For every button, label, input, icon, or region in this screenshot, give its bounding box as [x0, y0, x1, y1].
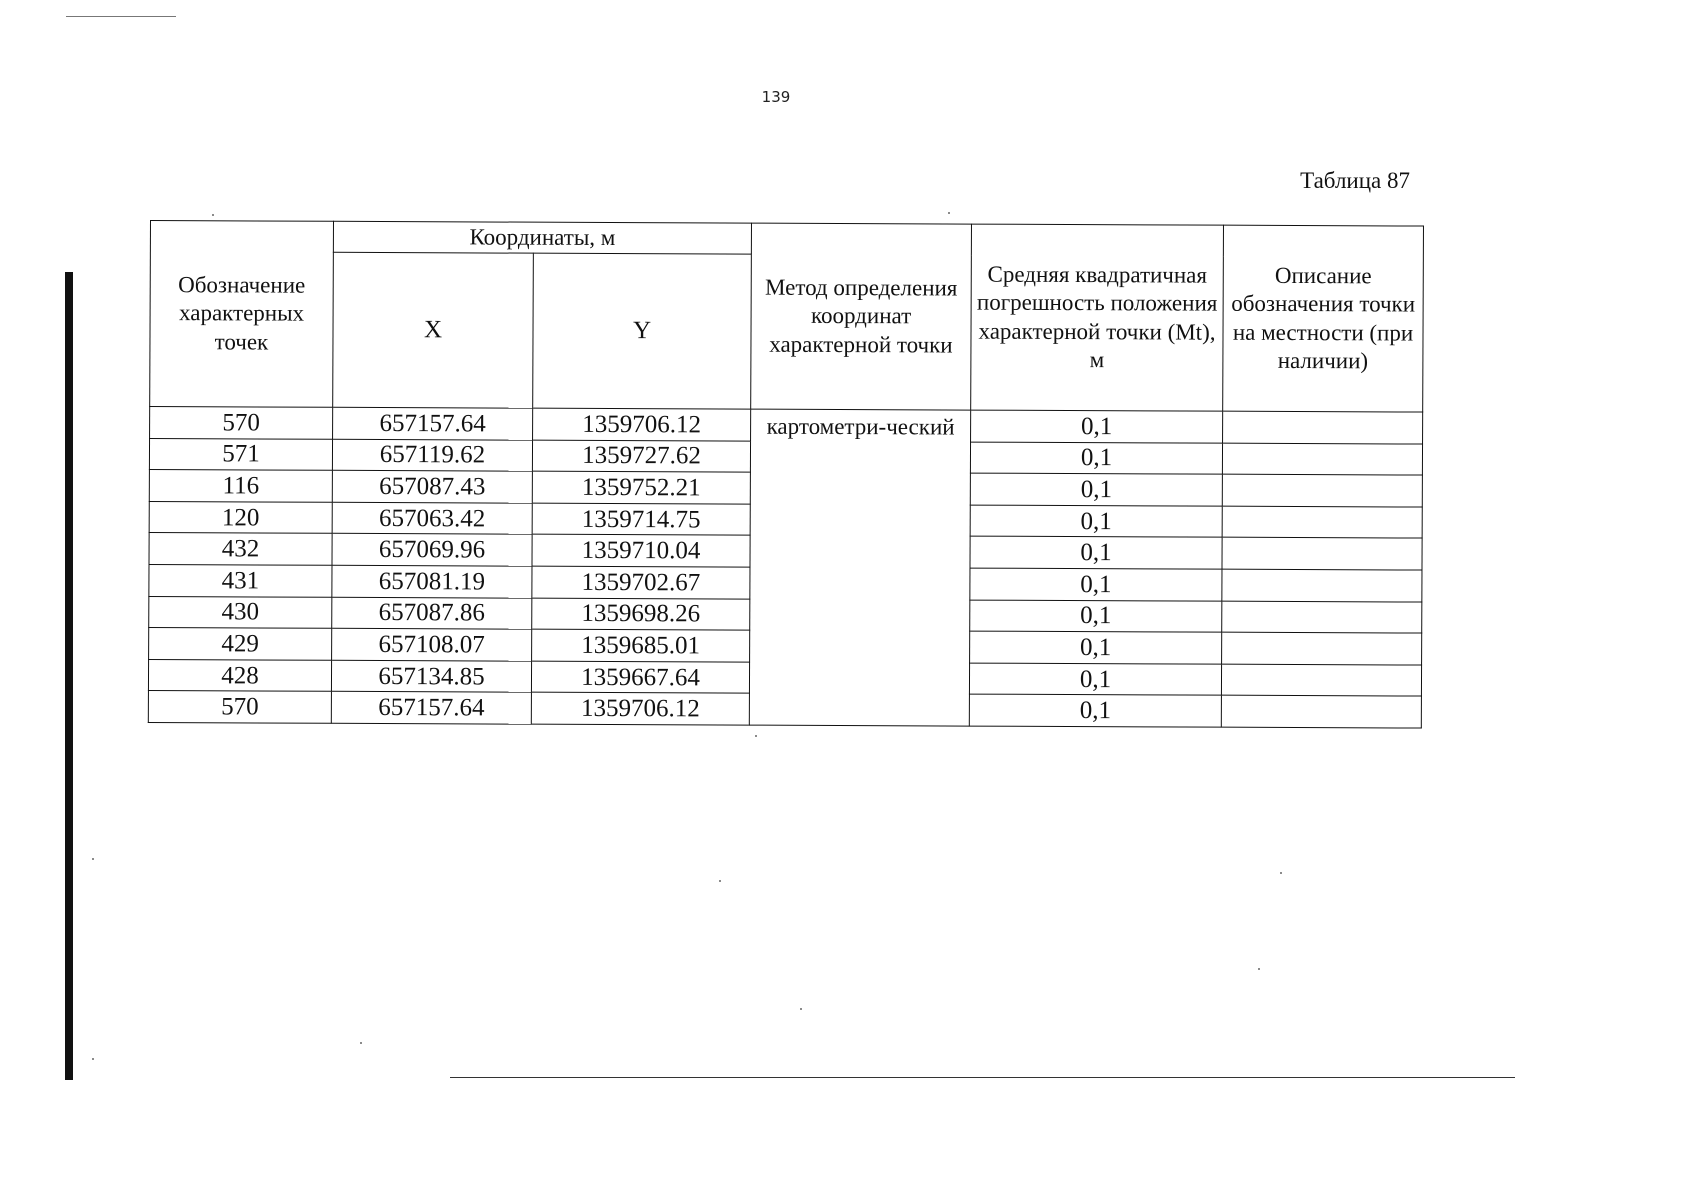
cell-y: 1359706.12 [531, 693, 749, 726]
scan-speck [948, 212, 950, 214]
header-coordinates: Координаты, м [333, 221, 751, 254]
header-x: X [333, 252, 534, 408]
header-designation: Обозначение характерных точек [150, 221, 334, 408]
scan-speck [92, 1058, 94, 1060]
cell-description [1222, 632, 1422, 664]
header-description: Описание обозначения точки на местности (при наличии) [1223, 225, 1424, 412]
cell-y: 1359706.12 [533, 408, 751, 441]
cell-mt: 0,1 [969, 694, 1221, 727]
cell-mt: 0,1 [970, 568, 1222, 601]
cell-point: 431 [149, 564, 332, 596]
table-caption: Таблица 87 [1300, 168, 1410, 193]
cell-mt: 0,1 [970, 600, 1222, 633]
cell-x: 657157.64 [331, 692, 531, 724]
cell-x: 657081.19 [332, 565, 532, 597]
cell-mt: 0,1 [970, 442, 1222, 475]
cell-mt: 0,1 [971, 410, 1223, 443]
cell-x: 657108.07 [332, 628, 532, 660]
cell-y: 1359752.21 [532, 471, 750, 504]
header-method: Метод определения координат характерной точки [751, 223, 972, 410]
cell-point: 430 [149, 596, 332, 628]
cell-y: 1359710.04 [532, 535, 750, 568]
scan-speck [719, 880, 721, 882]
cell-description [1221, 664, 1421, 696]
coordinates-table [148, 220, 1424, 728]
cell-description [1222, 569, 1422, 601]
cell-y: 1359727.62 [532, 440, 750, 473]
cell-method: картометри-ческий [749, 409, 970, 726]
cell-description [1222, 538, 1422, 570]
cell-x: 657134.85 [331, 660, 531, 692]
cell-description [1222, 601, 1422, 633]
scan-speck [360, 1042, 362, 1044]
page-number: 139 [761, 88, 791, 106]
cell-description [1223, 411, 1423, 443]
table-body [148, 407, 1422, 728]
scan-speck [1258, 968, 1260, 970]
cell-y: 1359685.01 [532, 629, 750, 662]
cell-y: 1359714.75 [532, 503, 750, 536]
cell-point: 570 [148, 691, 331, 723]
scan-speck [800, 1008, 802, 1010]
cell-x: 657157.64 [333, 407, 533, 439]
cell-x: 657069.96 [332, 534, 532, 566]
cell-description [1221, 696, 1421, 728]
cell-y: 1359667.64 [531, 661, 749, 694]
cell-point: 428 [148, 659, 331, 691]
scan-speck [212, 214, 214, 216]
cell-point: 120 [149, 501, 332, 533]
scan-shadow-bar-left [65, 272, 73, 1080]
cell-mt: 0,1 [970, 505, 1222, 538]
cell-description [1222, 474, 1422, 506]
cell-y: 1359698.26 [532, 598, 750, 631]
cell-description [1222, 506, 1422, 538]
cell-x: 657087.43 [332, 470, 532, 502]
cell-point: 570 [150, 407, 333, 439]
cell-mt: 0,1 [969, 663, 1221, 696]
scan-speck [92, 858, 94, 860]
cell-y: 1359702.67 [532, 566, 750, 599]
cell-x: 657119.62 [332, 439, 532, 471]
cell-mt: 0,1 [970, 473, 1222, 506]
cell-point: 429 [149, 628, 332, 660]
cell-x: 657063.42 [332, 502, 532, 534]
cell-x: 657087.86 [332, 597, 532, 629]
scan-speck [1280, 872, 1282, 874]
scan-speck [755, 735, 757, 737]
cell-point: 571 [149, 438, 332, 470]
cell-description [1222, 443, 1422, 475]
header-y: Y [533, 253, 752, 409]
cell-point: 116 [149, 470, 332, 502]
scan-edge-line-bottom [450, 1077, 1515, 1078]
cell-mt: 0,1 [970, 536, 1222, 569]
scan-edge-line-top [66, 16, 176, 17]
cell-point: 432 [149, 533, 332, 565]
cell-mt: 0,1 [970, 631, 1222, 664]
header-error: Средняя квадратичная погрешность положения характерной точки (Mt), м [971, 224, 1224, 411]
